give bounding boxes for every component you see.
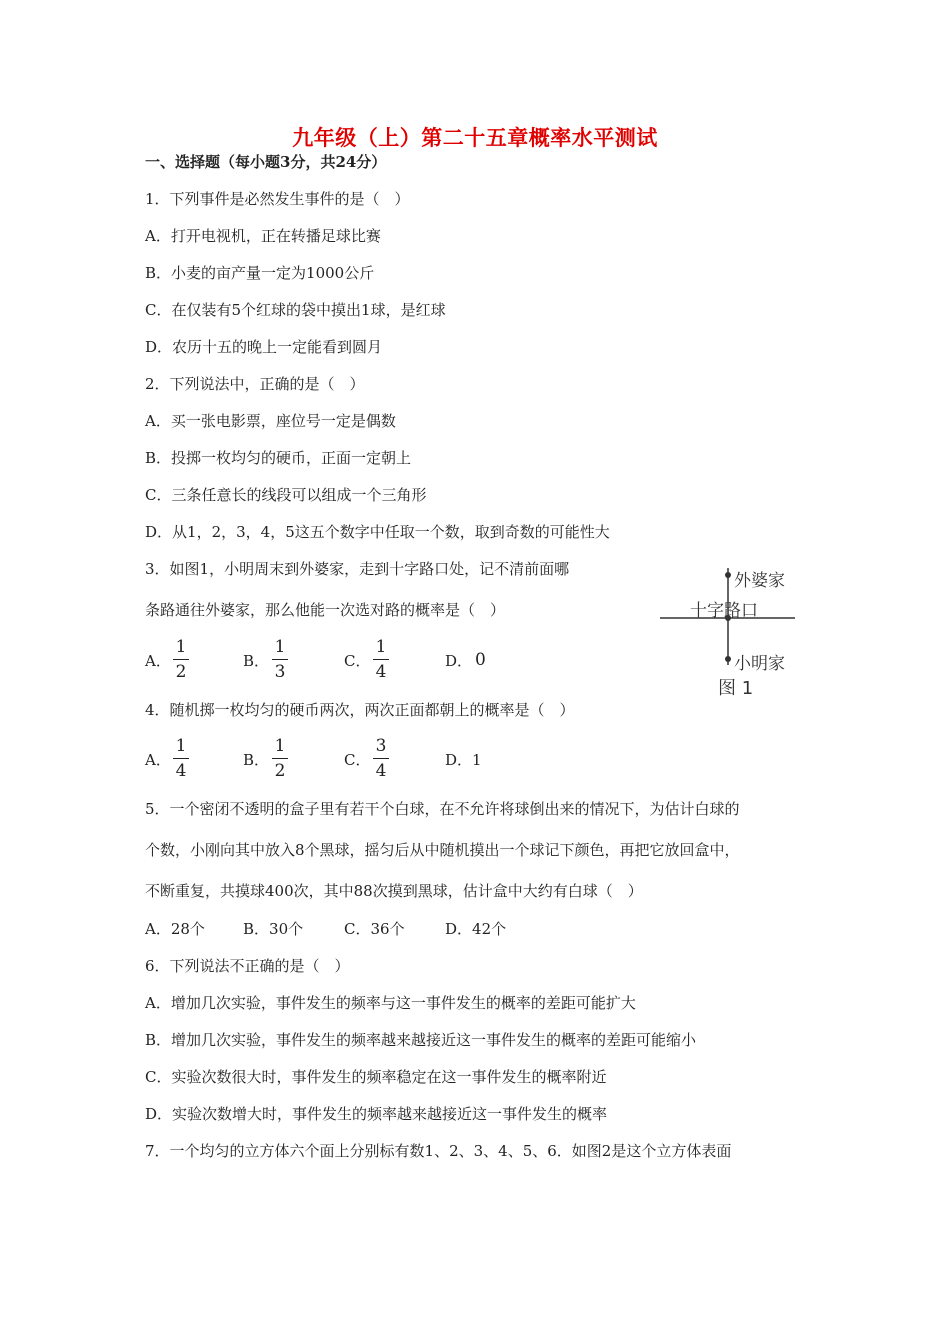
question-1-option-c: C．在仅装有5个红球的袋中摸出1球，是红球 [145,301,446,319]
question-3-option-c-fraction [373,637,389,682]
fraction-bar [373,758,389,759]
fraction-bar [373,659,389,660]
fraction-bar [272,659,288,660]
figure-label-xiaoming-house: 小明家 [734,654,785,674]
question-1-option-a: A．打开电视机，正在转播足球比赛 [145,227,381,245]
question-3-option-d-value: 0 [475,650,486,670]
fraction-denominator: 3 [274,662,286,682]
fraction-numerator: 1 [175,736,187,756]
question-6-option-d: D．实验次数增大时，事件发生的频率越来越接近这一事件发生的概率 [145,1105,608,1123]
figure-1-crossroads [650,560,810,700]
fraction-denominator: 4 [175,761,187,781]
question-4-option-a-label: A． [145,751,171,769]
question-5-stem-line-3: 不断重复，共摸球400次，其中88次摸到黑球，估计盒中大约有白球（ ） [145,882,643,900]
question-1-option-d: D．农历十五的晚上一定能看到圆月 [145,338,383,356]
fraction-denominator: 4 [375,761,387,781]
fraction-denominator: 2 [274,761,286,781]
figure-label-grandma-house: 外婆家 [734,571,785,591]
question-4-option-c-fraction [373,736,389,781]
fraction-numerator: 3 [375,736,387,756]
question-6-option-a: A．增加几次实验，事件发生的频率与这一事件发生的概率的差距可能扩大 [145,994,636,1012]
question-3-stem-line-1: 3．如图1，小明周末到外婆家，走到十字路口处，记不清前面哪 [145,560,570,578]
question-7-stem: 7．一个均匀的立方体六个面上分别标有数1、2、3、4、5、6．如图2是这个立方体表面 [145,1142,732,1160]
fraction-bar [173,758,189,759]
question-4-option-a-fraction [173,736,189,781]
question-6-option-c: C．实验次数很大时，事件发生的频率稳定在这一事件发生的概率附近 [145,1068,607,1086]
question-5-stem-line-1: 5．一个密闭不透明的盒子里有若干个白球，在不允许将球倒出来的情况下，为估计白球的 [145,800,740,818]
question-5-option-a: A．28个 [145,920,205,938]
xiaoming-house-dot [725,656,731,662]
question-4-option-b-label: B． [243,751,270,769]
question-3-stem-line-2: 条路通往外婆家，那么他能一次选对路的概率是（ ） [145,601,506,619]
question-2-option-a: A．买一张电影票，座位号一定是偶数 [145,412,396,430]
fraction-numerator: 1 [375,637,387,657]
figure-caption: 图 1 [718,678,754,699]
question-2-option-d: D．从1，2，3，4，5这五个数字中任取一个数，取到奇数的可能性大 [145,523,610,541]
grandma-house-dot [725,572,731,578]
fraction-bar [272,758,288,759]
question-2-option-c: C．三条任意长的线段可以组成一个三角形 [145,486,427,504]
fraction-denominator: 4 [375,662,387,682]
question-3-option-c-label: C． [344,652,371,670]
question-1-stem: 1．下列事件是必然发生事件的是（ ） [145,190,410,208]
page-title: 九年级（上）第二十五章概率水平测试 [292,125,658,150]
question-4-stem: 4．随机掷一枚均匀的硬币两次，两次正面都朝上的概率是（ ） [145,701,575,719]
question-4-option-c-label: C． [344,751,371,769]
question-1-option-b: B．小麦的亩产量一定为1000公斤 [145,264,375,282]
question-3-option-b-fraction [272,637,288,682]
question-3-option-a-label: A． [145,652,171,670]
question-5-option-c: C．36个 [344,920,405,938]
fraction-numerator: 1 [274,637,286,657]
question-6-stem: 6．下列说法不正确的是（ ） [145,957,350,975]
fraction-numerator: 1 [175,637,187,657]
question-2-stem: 2．下列说法中，正确的是（ ） [145,375,365,393]
question-3-option-a-fraction [173,637,189,682]
question-2-option-b: B．投掷一枚均匀的硬币，正面一定朝上 [145,449,412,467]
question-5-option-d: D．42个 [445,920,507,938]
question-3-option-b-label: B． [243,652,270,670]
fraction-bar [173,659,189,660]
question-5-option-b: B．30个 [243,920,304,938]
fraction-denominator: 2 [175,662,187,682]
section-heading: 一、选择题（每小题3分，共24分） [145,153,387,171]
question-3-option-d-label: D． [445,652,473,670]
figure-label-crossroads: 十字路口 [690,601,758,621]
question-4-option-b-fraction [272,736,288,781]
question-5-stem-line-2: 个数，小刚向其中放入8个黑球，摇匀后从中随机摸出一个球记下颜色，再把它放回盒中， [145,841,740,859]
question-6-option-b: B．增加几次实验，事件发生的频率越来越接近这一事件发生的概率的差距可能缩小 [145,1031,697,1049]
fraction-numerator: 1 [274,736,286,756]
question-4-option-d: D．1 [445,751,482,769]
